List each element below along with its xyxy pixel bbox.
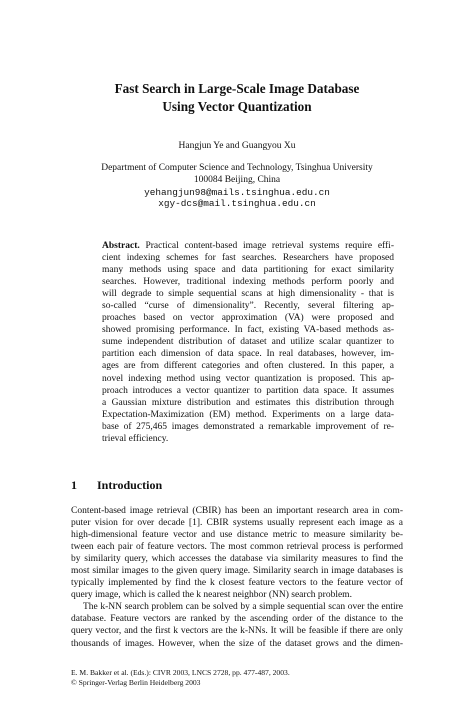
body-line: thousands of images. However, when the size of the dataset grows and the dimen- <box>71 638 403 649</box>
section-title: Introduction <box>97 478 163 492</box>
abstract-line: novel indexing method using vector quantization is proposed. This ap- <box>102 373 394 384</box>
abstract-line: cient indexing schemes for fast searches. Researchers have proposed <box>102 253 394 264</box>
email-2: xgy-dcs@mail.tsinghua.edu.cn <box>158 198 316 210</box>
body-line: query image, which is called the k nearest neighbor (NN) search problem. <box>71 590 352 601</box>
footer-citation: E. M. Bakker et al. (Eds.): CIVR 2003, LNCS 2728, pp. 477-487, 2003. <box>71 668 290 677</box>
abstract-line: a Gaussian mixture distribution and estimates this distribution through <box>102 397 394 408</box>
body-line: tween each pair of feature vectors. The most common retrieval process is performed <box>71 542 403 553</box>
section-heading <box>71 478 162 492</box>
body-line: query vector, and the first k vectors are the k-NNs. It will be feasible if there are only <box>71 626 403 637</box>
abstract-line: proaches based on vector approximation (VA) were proposed and <box>102 313 394 324</box>
abstract-block <box>102 240 394 445</box>
body-line: most similar images to the given query image. Similarity search in image databases is <box>71 566 403 577</box>
body-line: database. Feature vectors are ranked by the ascending order of the distance to the <box>71 614 403 625</box>
affiliation-line-1: Department of Computer Science and Technology, Tsinghua University <box>101 163 373 173</box>
paper-title <box>60 80 414 115</box>
title-line-1: Fast Search in Large-Scale Image Database <box>114 81 360 96</box>
body-line: puter vision for over decade [1]. CBIR systems usually represent each image as a <box>71 518 403 529</box>
abstract-line: proach introduces a vector quantizer to partition data space. It assumes <box>102 385 394 396</box>
abstract-line: trieval efficiency. <box>102 433 169 444</box>
abstract-line: Expectation-Maximization (EM) method. Experiments on a large data- <box>102 409 394 420</box>
abstract-line <box>102 240 394 252</box>
affiliation-block <box>60 163 414 210</box>
footer-copyright: © Springer-Verlag Berlin Heidelberg 2003 <box>71 678 201 687</box>
abstract-line-text: Practical content-based image retrieval systems require effi- <box>139 241 394 251</box>
abstract-line: so-called “curse of dimensionality”. Recently, several filtering ap- <box>102 301 394 312</box>
email-1: yehangjun98@mails.tsinghua.edu.cn <box>144 186 330 198</box>
title-line-2: Using Vector Quantization <box>162 98 312 114</box>
abstract-line: base of 275,465 images demonstrated a remarkable improvement of re- <box>102 421 394 432</box>
abstract-line: will degrade to simple sequential scans at high dimensionality - that is <box>102 289 394 300</box>
abstract-line: many methods using space and data partitioning for exact similarity <box>102 265 394 276</box>
abstract-line: partition each dimension of data space. In real databases, however, im- <box>102 349 394 360</box>
section-number: 1 <box>71 478 77 492</box>
abstract-line: sume independent distribution of dataset and utilize scalar quantizer to <box>102 337 394 348</box>
body-line: high-dimensional feature vector and use distance metric to measure similarity be- <box>71 530 403 541</box>
abstract-line: searches. However, traditional indexing methods perform poorly and <box>102 277 394 288</box>
author-list: Hangjun Ye and Guangyou Xu <box>178 141 296 151</box>
body-line: typically implemented by find the k closest feature vectors to the feature vector of <box>71 578 403 589</box>
page-footer <box>71 668 290 688</box>
body-line: by similarity query, which accesses the database via similarity measures to find the <box>71 554 403 565</box>
section-body <box>71 505 403 650</box>
abstract-line: ages are from different categories and often clustered. In this paper, a <box>102 361 394 372</box>
affiliation-line-2: 100084 Beijing, China <box>193 174 281 185</box>
body-line: The k-NN search problem can be solved by a simple sequential scan over the entire <box>83 602 403 613</box>
abstract-line: showed promising performance. In fact, existing VA-based methods as- <box>102 325 394 336</box>
abstract-heading: Abstract. <box>102 241 140 251</box>
body-line: Content-based image retrieval (CBIR) has been an important research area in com- <box>71 506 403 516</box>
